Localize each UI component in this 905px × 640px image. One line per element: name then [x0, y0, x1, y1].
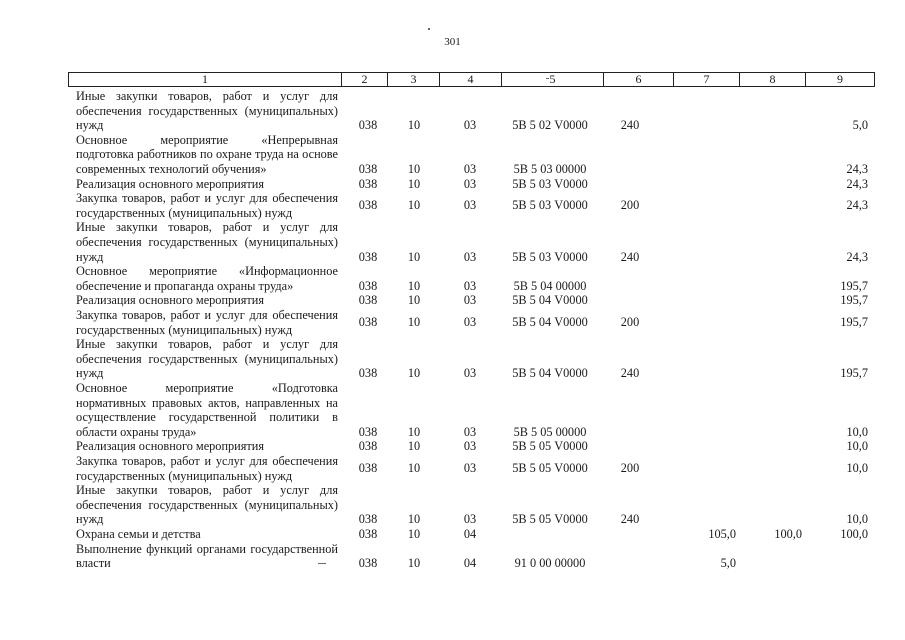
cell-target-article: 5В 5 04 V0000: [512, 293, 588, 308]
cell-target-article: 5В 5 03 00000: [513, 161, 587, 176]
cell-target-article: 5В 5 03 V0000: [512, 176, 588, 191]
table-row: [0, 483, 905, 527]
cell-ministry: 038: [358, 249, 378, 264]
cell-section: 10: [407, 293, 421, 308]
cell-amount-9: 195,7: [840, 293, 868, 308]
cell-amount-9: 5,0: [852, 118, 868, 133]
cell-subsection: 03: [463, 424, 477, 439]
table-row: [0, 293, 905, 308]
cell-ministry: 038: [358, 424, 378, 439]
header-col-7: 7: [673, 73, 739, 86]
row-name: Иные закупки товаров, работ и услуг для обеспечения государственных (муниципальных) нужд: [76, 483, 338, 527]
cell-ministry: 038: [358, 366, 378, 381]
cell-target-article: 5В 5 02 V0000: [512, 118, 588, 133]
cell-expense-type: 240: [620, 118, 640, 133]
row-name: Иные закупки товаров, работ и услуг для обеспечения государственных (муниципальных) нужд: [76, 220, 338, 264]
cell-expense-type: 240: [620, 249, 640, 264]
cell-subsection: 03: [463, 439, 477, 454]
cell-expense-type: 200: [620, 198, 640, 213]
cell-ministry: 038: [358, 461, 378, 476]
table-row: [0, 264, 905, 293]
row-name: Иные закупки товаров, работ и услуг для обеспечения государственных (муниципальных) нужд: [76, 337, 338, 381]
cell-section: 10: [407, 424, 421, 439]
cell-target-article: 5В 5 04 00000: [513, 278, 587, 293]
table-row: [0, 337, 905, 381]
table-row: [0, 527, 905, 542]
row-name: Реализация основного мероприятия: [76, 293, 265, 308]
header-col-5: 5: [501, 73, 603, 86]
cell-ministry: 038: [358, 176, 378, 191]
cell-target-article: 5В 5 03 V0000: [512, 249, 588, 264]
cell-ministry: 038: [358, 439, 378, 454]
table-row: [0, 89, 905, 133]
header-col-3: 3: [387, 73, 439, 86]
cell-expense-type: 240: [620, 366, 640, 381]
cell-target-article: 5В 5 05 V0000: [512, 512, 588, 527]
cell-amount-8: 100,0: [774, 526, 802, 541]
row-name: Основное мероприятие «Непрерывная подготовка работников по охране труда на основе современных технологий обучения»: [76, 132, 338, 176]
cell-expense-type: 200: [620, 315, 640, 330]
cell-section: 10: [407, 161, 421, 176]
row-name: Закупка товаров, работ и услуг для обеспечения государственных (муниципальных) нужд: [76, 453, 338, 483]
cell-ministry: 038: [358, 198, 378, 213]
cell-target-article: 5В 5 03 V0000: [512, 198, 588, 213]
table-body: [0, 89, 905, 571]
cell-subsection: 04: [463, 556, 477, 571]
cell-section: 10: [407, 461, 421, 476]
cell-amount-9: 24,3: [846, 161, 868, 176]
cell-amount-9: 24,3: [846, 198, 868, 213]
cell-section: 10: [407, 278, 421, 293]
header-col-6: 6: [603, 73, 673, 86]
cell-ministry: 038: [358, 526, 378, 541]
row-name: Закупка товаров, работ и услуг для обеспечения государственных (муниципальных) нужд: [76, 191, 338, 220]
cell-subsection: 03: [463, 293, 477, 308]
cell-subsection: 03: [463, 118, 477, 133]
cell-expense-type: 200: [620, 461, 640, 476]
scan-speck: [546, 78, 549, 79]
table-row: [0, 133, 905, 177]
cell-amount-7: 105,0: [708, 526, 736, 541]
cell-amount-9: 10,0: [846, 439, 868, 454]
header-col-9: 9: [805, 73, 874, 86]
row-name: Основное мероприятие «Подготовка нормативных правовых актов, направленных на осуществление государственной политики в области охраны труда»: [76, 380, 338, 439]
cell-target-article: 5В 5 05 V0000: [512, 439, 588, 454]
cell-target-article: 5В 5 05 V0000: [512, 461, 588, 476]
table-header: [68, 72, 875, 87]
table-row: [0, 454, 905, 483]
table-row: [0, 191, 905, 220]
cell-section: 10: [407, 315, 421, 330]
table-row: [0, 177, 905, 192]
cell-amount-9: 24,3: [846, 249, 868, 264]
cell-subsection: 03: [463, 161, 477, 176]
cell-ministry: 038: [358, 512, 378, 527]
cell-subsection: 03: [463, 461, 477, 476]
cell-subsection: 04: [463, 526, 477, 541]
cell-target-article: 5В 5 04 V0000: [512, 366, 588, 381]
cell-amount-9: 195,7: [840, 278, 868, 293]
cell-amount-9: 10,0: [846, 461, 868, 476]
table-row: [0, 220, 905, 264]
cell-target-article: 5В 5 05 00000: [513, 424, 587, 439]
cell-section: 10: [407, 556, 421, 571]
cell-amount-9: 10,0: [846, 512, 868, 527]
cell-target-article: 91 0 00 00000: [514, 556, 586, 571]
cell-section: 10: [407, 198, 421, 213]
row-name: Выполнение функций органами государственной власти: [76, 541, 338, 571]
cell-target-article: 5В 5 04 V0000: [512, 315, 588, 330]
header-col-1: 1: [202, 72, 208, 86]
cell-amount-7: 5,0: [720, 556, 736, 571]
cell-ministry: 038: [358, 293, 378, 308]
cell-section: 10: [407, 249, 421, 264]
cell-section: 10: [407, 366, 421, 381]
cell-section: 10: [407, 512, 421, 527]
row-name: Основное мероприятие «Информационное обеспечение и пропаганда охраны труда»: [76, 264, 338, 293]
cell-subsection: 03: [463, 176, 477, 191]
cell-subsection: 03: [463, 315, 477, 330]
cell-expense-type: 240: [620, 512, 640, 527]
cell-ministry: 038: [358, 278, 378, 293]
cell-ministry: 038: [358, 556, 378, 571]
cell-subsection: 03: [463, 198, 477, 213]
table-row: [0, 308, 905, 337]
header-col-4: 4: [439, 73, 501, 86]
cell-section: 10: [407, 439, 421, 454]
cell-subsection: 03: [463, 366, 477, 381]
cell-ministry: 038: [358, 118, 378, 133]
table-row: [0, 542, 905, 571]
scan-speck: [428, 28, 430, 30]
row-name: Закупка товаров, работ и услуг для обеспечения государственных (муниципальных) нужд: [76, 307, 338, 337]
cell-subsection: 03: [463, 278, 477, 293]
cell-amount-9: 24,3: [846, 176, 868, 191]
cell-section: 10: [407, 118, 421, 133]
header-col-2: 2: [341, 73, 387, 86]
cell-amount-9: 100,0: [840, 526, 868, 541]
table-row: [0, 381, 905, 439]
page-number: 301: [444, 36, 461, 48]
table-row: [0, 439, 905, 454]
header-col-8: 8: [739, 73, 805, 86]
cell-subsection: 03: [463, 249, 477, 264]
cell-ministry: 038: [358, 161, 378, 176]
row-name: Охрана семьи и детства: [76, 526, 201, 541]
cell-subsection: 03: [463, 512, 477, 527]
scan-speck: [318, 563, 326, 564]
row-name: Реализация основного мероприятия: [76, 439, 265, 454]
cell-section: 10: [407, 526, 421, 541]
row-name: Реализация основного мероприятия: [76, 176, 265, 191]
cell-amount-9: 10,0: [846, 424, 868, 439]
cell-amount-9: 195,7: [840, 315, 868, 330]
cell-amount-9: 195,7: [840, 366, 868, 381]
cell-ministry: 038: [358, 315, 378, 330]
row-name: Иные закупки товаров, работ и услуг для обеспечения государственных (муниципальных) нужд: [76, 89, 338, 133]
cell-section: 10: [407, 176, 421, 191]
